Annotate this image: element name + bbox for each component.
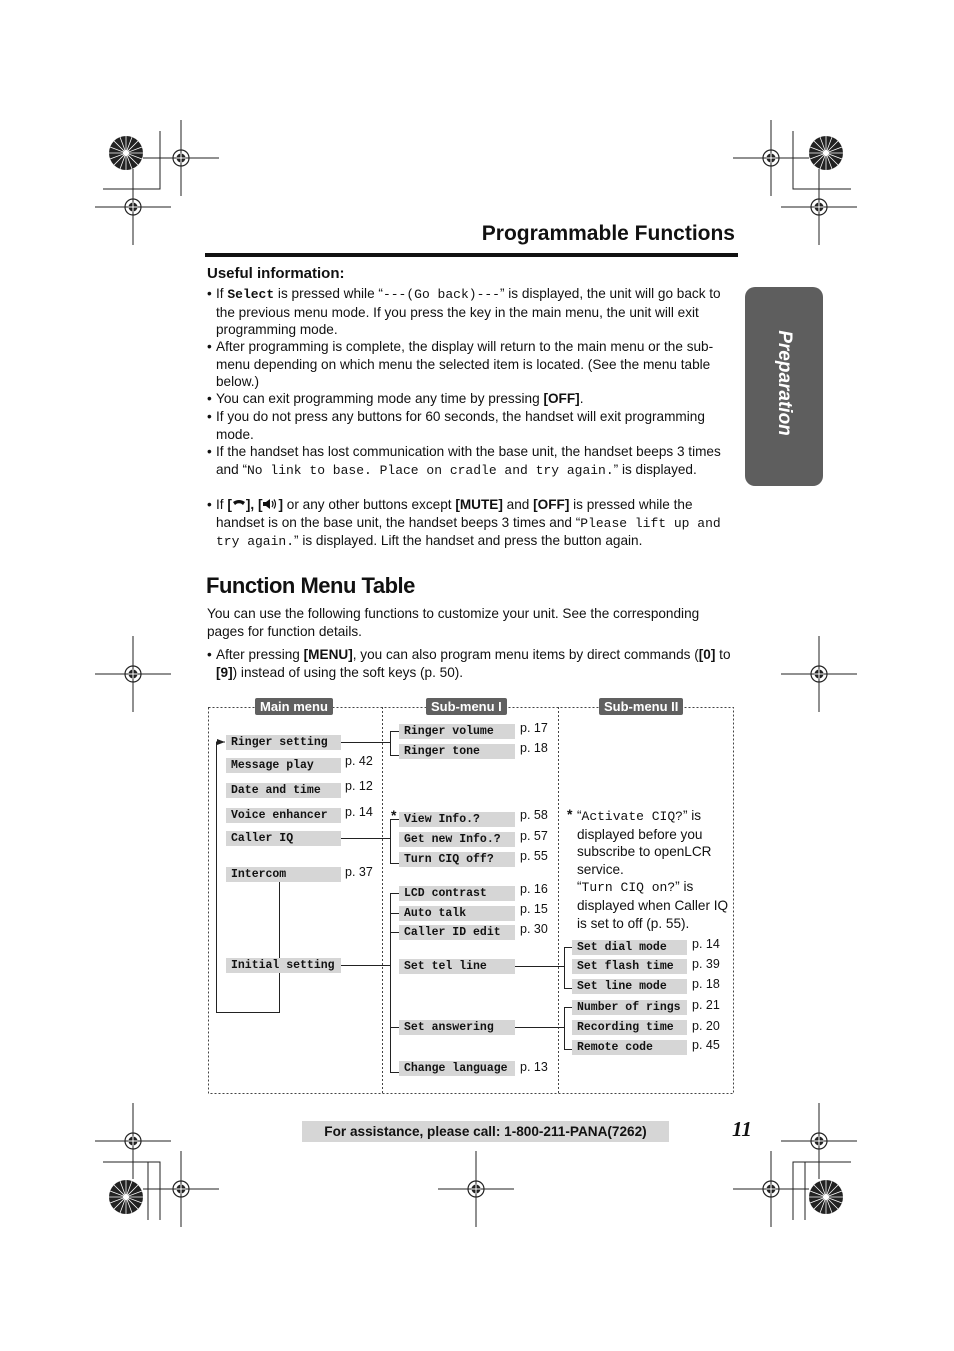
main-item-voice-enhancer: Voice enhancer bbox=[226, 808, 341, 823]
sub2-item-recording-time: Recording time bbox=[572, 1020, 687, 1035]
page-ref: p. 14 bbox=[345, 805, 373, 819]
sub1-item-ringer-volume: Ringer volume bbox=[399, 724, 515, 739]
arrow-right-icon bbox=[217, 739, 225, 745]
main-item-caller-iq: Caller IQ bbox=[226, 831, 341, 846]
asterisk-mark: * bbox=[391, 807, 397, 823]
page-ref: p. 55 bbox=[520, 849, 548, 863]
sub2-item-set-dial-mode: Set dial mode bbox=[572, 940, 687, 955]
main-item-initial-setting: Initial setting bbox=[226, 958, 341, 973]
page-title: Programmable Functions bbox=[481, 222, 735, 245]
menu-bullet: • After pressing [MENU], you can also program menu items by direct commands ([0] to [9]) instead of using the soft keys (p. 50). bbox=[207, 647, 731, 680]
section-tab-label: Preparation bbox=[774, 330, 795, 436]
page-ref: p. 18 bbox=[520, 741, 548, 755]
page-ref: p. 17 bbox=[520, 721, 548, 735]
useful-bullet-6: • If [ ], [ ] or any other buttons except [MUTE] and [OFF] is pressed while the handset is on the base unit, the handset beeps 3 times and “Please lift up and try again.” is displayed. Lift the handset and press the button again. bbox=[207, 497, 721, 550]
page-ref: p. 13 bbox=[520, 1060, 548, 1074]
header-sub-menu-2: Sub-menu II bbox=[599, 698, 683, 715]
page-ref: p. 21 bbox=[692, 998, 720, 1012]
assistance-bar: For assistance, please call: 1-800-211-PANA(7262) bbox=[302, 1121, 669, 1142]
page-ref: p. 30 bbox=[520, 922, 548, 936]
useful-bullet-5: • If the handset has lost communication with the base unit, the handset beeps 3 times and “No link to base. Place on cradle and try again.” is displayed. bbox=[207, 444, 721, 478]
sub1-item-set-answering: Set answering bbox=[399, 1020, 515, 1035]
sub1-item-view-info: View Info.? bbox=[399, 812, 515, 827]
intro-text: You can use the following functions to customize your unit. See the corresponding pages for function details. bbox=[207, 606, 700, 639]
sub2-item-number-of-rings: Number of rings bbox=[572, 1000, 687, 1015]
sub2-item-set-flash-time: Set flash time bbox=[572, 959, 687, 974]
sub1-item-lcd-contrast: LCD contrast bbox=[399, 886, 515, 901]
main-item-ringer-setting: Ringer setting bbox=[226, 735, 341, 750]
useful-bullet-2: • After programming is complete, the display will return to the main menu or the sub-menu depending on which menu the selected item is located. (See the menu table below.) bbox=[207, 339, 714, 390]
page-ref: p. 37 bbox=[345, 865, 373, 879]
sub2-item-remote-code: Remote code bbox=[572, 1040, 687, 1055]
sub1-item-caller-id-edit: Caller ID edit bbox=[399, 925, 515, 940]
useful-heading: Useful information: bbox=[207, 265, 345, 282]
useful-bullet-4: • If you do not press any buttons for 60 seconds, the handset will exit programming mode. bbox=[207, 409, 705, 442]
sub1-item-ringer-tone: Ringer tone bbox=[399, 744, 515, 759]
sub1-item-change-language: Change language bbox=[399, 1061, 515, 1076]
page-ref: p. 39 bbox=[692, 957, 720, 971]
sub1-item-turn-ciq-off: Turn CIQ off? bbox=[399, 852, 515, 867]
page-ref: p. 42 bbox=[345, 754, 373, 768]
page-ref: p. 57 bbox=[520, 829, 548, 843]
page-ref: p. 16 bbox=[520, 882, 548, 896]
main-item-message-play: Message play bbox=[226, 758, 341, 773]
page-ref: p. 12 bbox=[345, 779, 373, 793]
page-ref: p. 15 bbox=[520, 902, 548, 916]
page-ref: p. 58 bbox=[520, 808, 548, 822]
page-ref: p. 20 bbox=[692, 1019, 720, 1033]
header-sub-menu-1: Sub-menu I bbox=[426, 698, 507, 715]
section-heading: Function Menu Table bbox=[206, 573, 415, 598]
header-main-menu: Main menu bbox=[255, 698, 333, 715]
sub1-item-set-tel-line: Set tel line bbox=[399, 959, 515, 974]
ciq-note: “Activate CIQ?” is displayed before you subscribe to openLCR service. “Turn CIQ on?” is displayed when Caller IQ is set to off (p. 55). bbox=[577, 808, 729, 931]
page-number: 11 bbox=[732, 1117, 752, 1141]
sub1-item-get-new-info: Get new Info.? bbox=[399, 832, 515, 847]
useful-bullet-1: • If Select is pressed while “---(Go back)---” is displayed, the unit will go back to the previous menu mode. If you press the key in the main menu, the unit will exit programming mode. bbox=[207, 286, 721, 338]
page-ref: p. 14 bbox=[692, 937, 720, 951]
sub1-item-auto-talk: Auto talk bbox=[399, 906, 515, 921]
sub2-item-set-line-mode: Set line mode bbox=[572, 979, 687, 994]
main-item-intercom: Intercom bbox=[226, 867, 341, 882]
asterisk-mark: * bbox=[567, 806, 573, 822]
useful-bullet-3: • You can exit programming mode any time by pressing [OFF]. bbox=[207, 391, 584, 406]
page-ref: p. 45 bbox=[692, 1038, 720, 1052]
main-item-date-and-time: Date and time bbox=[226, 783, 341, 798]
page-ref: p. 18 bbox=[692, 977, 720, 991]
